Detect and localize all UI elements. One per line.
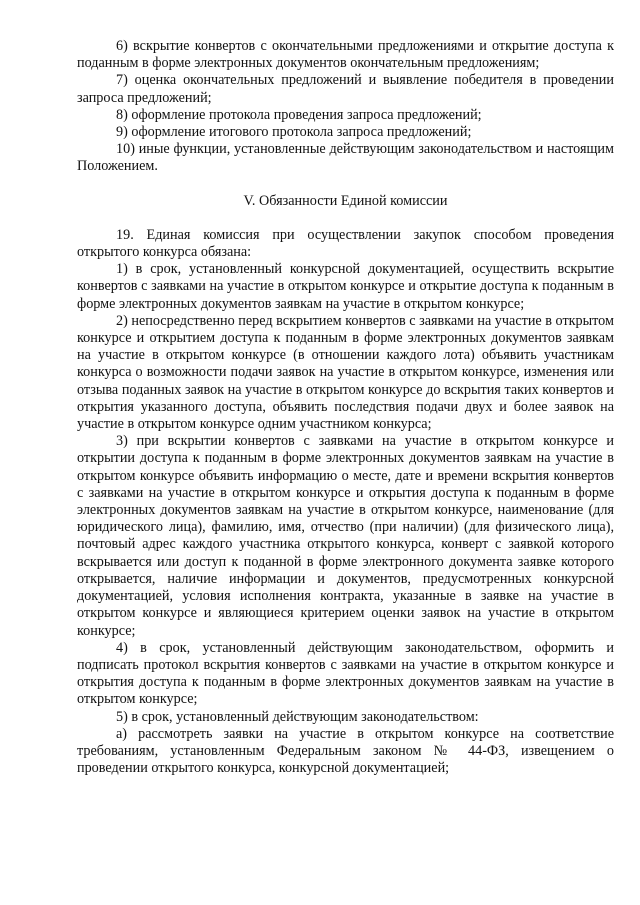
section-heading: V. Обязанности Единой комиссии (243, 192, 448, 209)
clause-19-item-4: 4) в срок, установленный действующим законодательством, оформить и подписать протокол вскрытия конвертов с заявками на участие в открытом конкурсе и открытия доступа к поданным в форме электронных документов заявкам на участие в открытом конкурсе; (77, 639, 614, 708)
list-item-7: 7) оценка окончательных предложений и выявление победителя в проведении запроса предложений; (77, 72, 614, 106)
clause-19-item-5: 5) в срок, установленный действующим законодательством: (116, 708, 479, 725)
document-page (77, 38, 614, 777)
clause-19-item-3: 3) при вскрытии конвертов с заявками на участие в открытом конкурсе и открытии доступа к поданным в форме электронных документов заявкам на участие в открытом конкурсе объявить информацию о месте, дате и времени вскрытия конвертов с заявками на участие в открытом конкурсе и открытия доступа к поданным в форме электронных документов заявкам на участие в открытом конкурсе, наименование (для юридического лица), фамилию, имя, отчество (при наличии) (для физического лица), почтовый адрес каждого участника открытого конкурса, конверт с заявкой которого вскрывается или доступ к поданной в форме электронного документа заявке которого открывается, наличие информации и документов, предусмотренных конкурсной документацией, условия исполнения контракта, указанные в заявке на участие в открытом конкурсе и являющиеся критерием оценки заявок на участие в открытом конкурсе; (77, 433, 614, 639)
list-item-9: 9) оформление итогового протокола запроса предложений; (116, 124, 472, 141)
clause-19-item-5a: а) рассмотреть заявки на участие в открытом конкурсе на соответствие требованиям, установленным Федеральным законом № 44-ФЗ, извещением о проведении открытого конкурса, конкурсной документацией; (77, 725, 614, 777)
clause-19: 19. Единая комиссия при осуществлении закупок способом проведения открытого конкурса обязана: (77, 226, 614, 261)
list-item-6: 6) вскрытие конвертов с окончательными предложениями и открытие доступа к поданным в форме электронных документов окончательным предложениям; (77, 38, 614, 72)
clause-19-item-1: 1) в срок, установленный конкурсной документацией, осуществить вскрытие конвертов с заявками на участие в открытом конкурсе и открытие доступа к поданным в форме электронных документов заявкам на участие в открытом конкурсе; (77, 261, 614, 312)
clause-19-item-2: 2) непосредственно перед вскрытием конвертов с заявками на участие в открытом конкурсе и открытием доступа к поданным в форме электронных документов заявкам на участие в открытом конкурсе (в отношении каждого лота) объявить участникам конкурса о возможности подачи заявок на участие в открытом конкурсе, изменения или отзыва поданных заявок на участие в открытом конкурсе до вскрытия таких конвертов и открытия указанного доступа, объявить последствия подачи двух и более заявок на участие в открытом конкурсе одним участником конкурса; (77, 312, 614, 433)
list-item-8: 8) оформление протокола проведения запроса предложений; (116, 106, 482, 123)
list-item-10: 10) иные функции, установленные действующим законодательством и настоящим Положением. (77, 141, 614, 175)
